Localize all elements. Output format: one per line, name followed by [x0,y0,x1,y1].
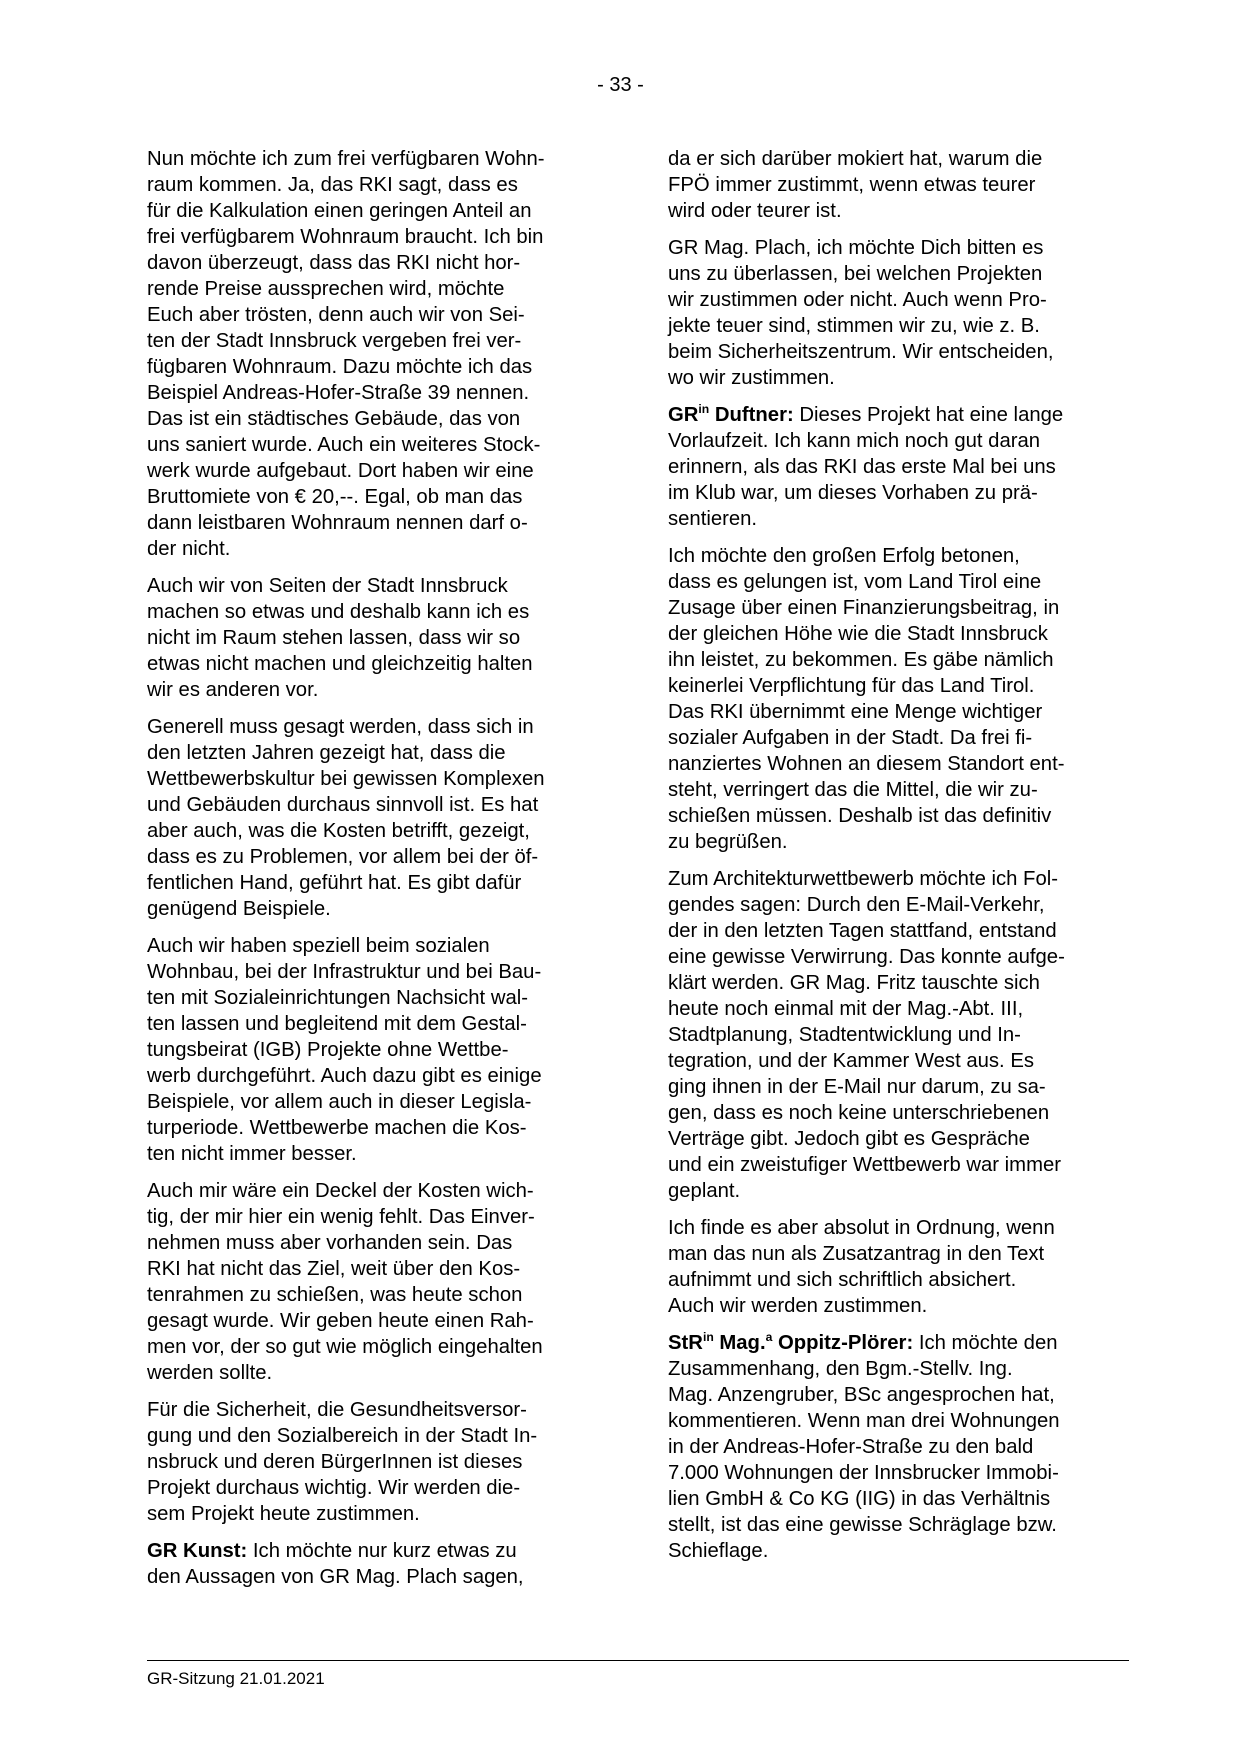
text-line: aufnimmt und sich schriftlich absichert. [668,1269,1017,1291]
text-line: tungsbeirat (IGB) Projekte ohne Wettbe- [147,1039,509,1061]
speaker-name: GR Kunst: [147,1540,248,1562]
text-line: Auch wir werden zustimmen. [668,1295,928,1317]
paragraph [668,543,1108,855]
paragraph [147,933,587,1167]
text-line: raum kommen. Ja, das RKI sagt, dass es [147,174,518,196]
footer-divider [147,1660,1129,1661]
text-line: beim Sicherheitszentrum. Wir entscheiden, [668,341,1054,363]
text-line: der gleichen Höhe wie die Stadt Innsbruck [668,623,1048,645]
text-line: etwas nicht machen und gleichzeitig halten [147,653,533,675]
text-line: Auch mir wäre ein Deckel der Kosten wich- [147,1180,534,1202]
text-line: jekte teuer sind, stimmen wir zu, wie z. B. [668,315,1040,337]
speaker-name-part: StR [668,1332,703,1354]
text-line: kommentieren. Wenn man drei Wohnungen [668,1410,1060,1432]
speaker-name-part: Mag. [713,1332,766,1354]
text-line: Zum Architekturwettbewerb möchte ich Fol- [668,868,1058,890]
text-line: 7.000 Wohnungen der Innsbrucker Immobi- [668,1462,1059,1484]
speaker-name [668,1329,914,1354]
text-line: man das nun als Zusatzantrag in den Text [668,1243,1045,1265]
text-line: ten lassen und begleitend mit dem Gestal- [147,1013,527,1035]
text-line: in der Andreas-Hofer-Straße zu den bald [668,1436,1034,1458]
page-number: - 33 - [597,74,644,96]
text-line: men vor, der so gut wie möglich eingehalten [147,1336,543,1358]
text-line: eine gewisse Verwirrung. Das konnte aufge- [668,946,1065,968]
text-line: keinerlei Verpflichtung für das Land Tirol. [668,675,1035,697]
text-line: nsbruck und deren BürgerInnen ist dieses [147,1451,523,1473]
speaker-superscript: in [702,1329,714,1344]
text-line: Zusage über einen Finanzierungsbeitrag, in [668,597,1060,619]
text-line: Beispiele, vor allem auch in dieser Legisla- [147,1091,532,1113]
text-line: klärt werden. GR Mag. Fritz tauschte sich [668,972,1040,994]
text-line: wird oder teurer ist. [668,200,842,222]
text-line [668,1330,1108,1356]
text-line: gesagt wurde. Wir geben heute einen Rah- [147,1310,534,1332]
footer-session-date: GR-Sitzung 21.01.2021 [147,1669,325,1688]
text-line: den Aussagen von GR Mag. Plach sagen, [147,1566,524,1588]
text-line [668,402,1108,428]
text-line: Wohnbau, bei der Infrastruktur und bei Bau- [147,961,542,983]
text-line: davon überzeugt, dass das RKI nicht hor- [147,252,521,274]
text-line: sozialer Aufgaben in der Stadt. Da frei fi- [668,727,1033,749]
text-line: werk wurde aufgebaut. Dort haben wir eine [147,460,534,482]
text-line: gen, dass es noch keine unterschriebenen [668,1102,1050,1124]
text-line: tenrahmen zu schießen, was heute schon [147,1284,523,1306]
text-line: dann leistbaren Wohnraum nennen darf o- [147,512,528,534]
text-line: Schieflage. [668,1540,769,1562]
text-line: frei verfügbarem Wohnraum braucht. Ich bin [147,226,544,248]
text-line: heute noch einmal mit der Mag.-Abt. III, [668,998,1024,1020]
text-line: Zusammenhang, den Bgm.-Stellv. Ing. [668,1358,1013,1380]
paragraph [147,1178,587,1386]
text-line: Projekt durchaus wichtig. Wir werden die- [147,1477,521,1499]
paragraph [668,1215,1108,1319]
text-line: ging ihnen in der E-Mail nur darum, zu sa- [668,1076,1046,1098]
paragraph [147,714,587,922]
text-line: wir es anderen vor. [147,679,319,701]
text-line: Beispiel Andreas-Hofer-Straße 39 nennen. [147,382,530,404]
text-line-content: Ich möchte den [913,1332,1058,1354]
text-line: Generell muss gesagt werden, dass sich in [147,716,534,738]
text-line: zu begrüßen. [668,831,788,853]
text-line: und Gebäuden durchaus sinnvoll ist. Es hat [147,794,539,816]
paragraph [668,866,1108,1204]
text-line-content: Ich möchte nur kurz etwas zu [247,1540,517,1562]
text-line: RKI hat nicht das Ziel, weit über den Kos- [147,1258,521,1280]
text-line: werden sollte. [147,1362,273,1384]
text-line: aber auch, was die Kosten betrifft, gezeigt, [147,820,530,842]
text-line: Mag. Anzengruber, BSc angesprochen hat, [668,1384,1055,1406]
text-line: Bruttomiete von € 20,--. Egal, ob man das [147,486,523,508]
text-line: nicht im Raum stehen lassen, dass wir so [147,627,521,649]
text-line: gung und den Sozialbereich in der Stadt In- [147,1425,538,1447]
text-line: sem Projekt heute zustimmen. [147,1503,420,1525]
speaker-name-part: Oppitz-Plörer: [772,1332,914,1354]
speaker-superscript: a [765,1329,773,1344]
paragraph [147,573,587,703]
text-line: steht, verringert das die Mittel, die wir zu- [668,779,1038,801]
text-line: dass es gelungen ist, vom Land Tirol eine [668,571,1042,593]
text-line: wir zustimmen oder nicht. Auch wenn Pro- [668,289,1047,311]
text-line: Vorlaufzeit. Ich kann mich noch gut daran [668,430,1041,452]
text-line: FPÖ immer zustimmt, wenn etwas teurer [668,174,1036,196]
text-line: nehmen muss aber vorhanden sein. Das [147,1232,513,1254]
left-column [147,146,587,1601]
text-line: schießen müssen. Deshalb ist das definitiv [668,805,1052,827]
text-line: GR Mag. Plach, ich möchte Dich bitten es [668,237,1044,259]
text-line: Auch wir von Seiten der Stadt Innsbruck [147,575,508,597]
text-line: stellt, ist das eine gewisse Schräglage bzw. [668,1514,1057,1536]
text-line: Verträge gibt. Jedoch gibt es Gespräche [668,1128,1030,1150]
text-line: Für die Sicherheit, die Gesundheitsversor- [147,1399,527,1421]
text-line: geplant. [668,1180,741,1202]
text-line: wo wir zustimmen. [668,367,835,389]
paragraph [147,1397,587,1527]
text-line: für die Kalkulation einen geringen Anteil an [147,200,532,222]
text-line: Nun möchte ich zum frei verfügbaren Wohn- [147,148,545,170]
text-line: lien GmbH & Co KG (IIG) in das Verhältnis [668,1488,1051,1510]
text-line: turperiode. Wettbewerbe machen die Kos- [147,1117,527,1139]
text-line: den letzten Jahren gezeigt hat, dass die [147,742,506,764]
text-line: uns zu überlassen, bei welchen Projekten [668,263,1043,285]
text-line: Euch aber trösten, denn auch wir von Sei- [147,304,525,326]
text-line: ihn leistet, zu bekommen. Es gäbe nämlich [668,649,1054,671]
text-line: Ich möchte den großen Erfolg betonen, [668,545,1020,567]
text-line [147,1538,587,1564]
text-line: dass es zu Problemen, vor allem bei der öf- [147,846,539,868]
speaker-name-part: Duftner: [709,404,794,426]
right-column [668,146,1108,1575]
text-line: fügbaren Wohnraum. Dazu möchte ich das [147,356,533,378]
text-line: fentlichen Hand, geführt hat. Es gibt dafür [147,872,522,894]
speaker-name-part: GR [668,404,699,426]
text-line: gendes sagen: Durch den E-Mail-Verkehr, [668,894,1045,916]
text-line: Ich finde es aber absolut in Ordnung, wenn [668,1217,1055,1239]
speaker-superscript: in [698,401,710,416]
text-line: Wettbewerbskultur bei gewissen Komplexen [147,768,545,790]
text-line: ten mit Sozialeinrichtungen Nachsicht wal- [147,987,529,1009]
text-line: sentieren. [668,508,758,530]
text-line: rende Preise aussprechen wird, möchte [147,278,505,300]
text-line: der in den letzten Tagen stattfand, entstand [668,920,1057,942]
text-line: werb durchgeführt. Auch dazu gibt es einige [147,1065,542,1087]
text-line: genügend Beispiele. [147,898,331,920]
text-line: im Klub war, um dieses Vorhaben zu prä- [668,482,1038,504]
speaker-name [668,401,794,426]
text-line: tig, der mir hier ein wenig fehlt. Das Einver- [147,1206,535,1228]
paragraph [668,146,1108,224]
text-line: da er sich darüber mokiert hat, warum die [668,148,1043,170]
text-line: Das RKI übernimmt eine Menge wichtiger [668,701,1043,723]
text-line: der nicht. [147,538,231,560]
paragraph [147,146,587,562]
text-line: erinnern, als das RKI das erste Mal bei uns [668,456,1056,478]
text-line: Stadtplanung, Stadtentwicklung und In- [668,1024,1021,1046]
text-line: ten nicht immer besser. [147,1143,357,1165]
text-line: ten der Stadt Innsbruck vergeben frei ver- [147,330,522,352]
paragraph [668,235,1108,391]
text-line: tegration, und der Kammer West aus. Es [668,1050,1034,1072]
text-line: Auch wir haben speziell beim sozialen [147,935,490,957]
text-line: machen so etwas und deshalb kann ich es [147,601,530,623]
text-line: Das ist ein städtisches Gebäude, das von [147,408,521,430]
paragraph [147,1538,587,1590]
text-line: uns saniert wurde. Auch ein weiteres Stock- [147,434,541,456]
text-line: nanziertes Wohnen an diesem Standort ent- [668,753,1065,775]
text-line: und ein zweistufiger Wettbewerb war immer [668,1154,1062,1176]
paragraph [668,1330,1108,1564]
paragraph [668,402,1108,532]
text-line-content: Dieses Projekt hat eine lange [793,404,1064,426]
